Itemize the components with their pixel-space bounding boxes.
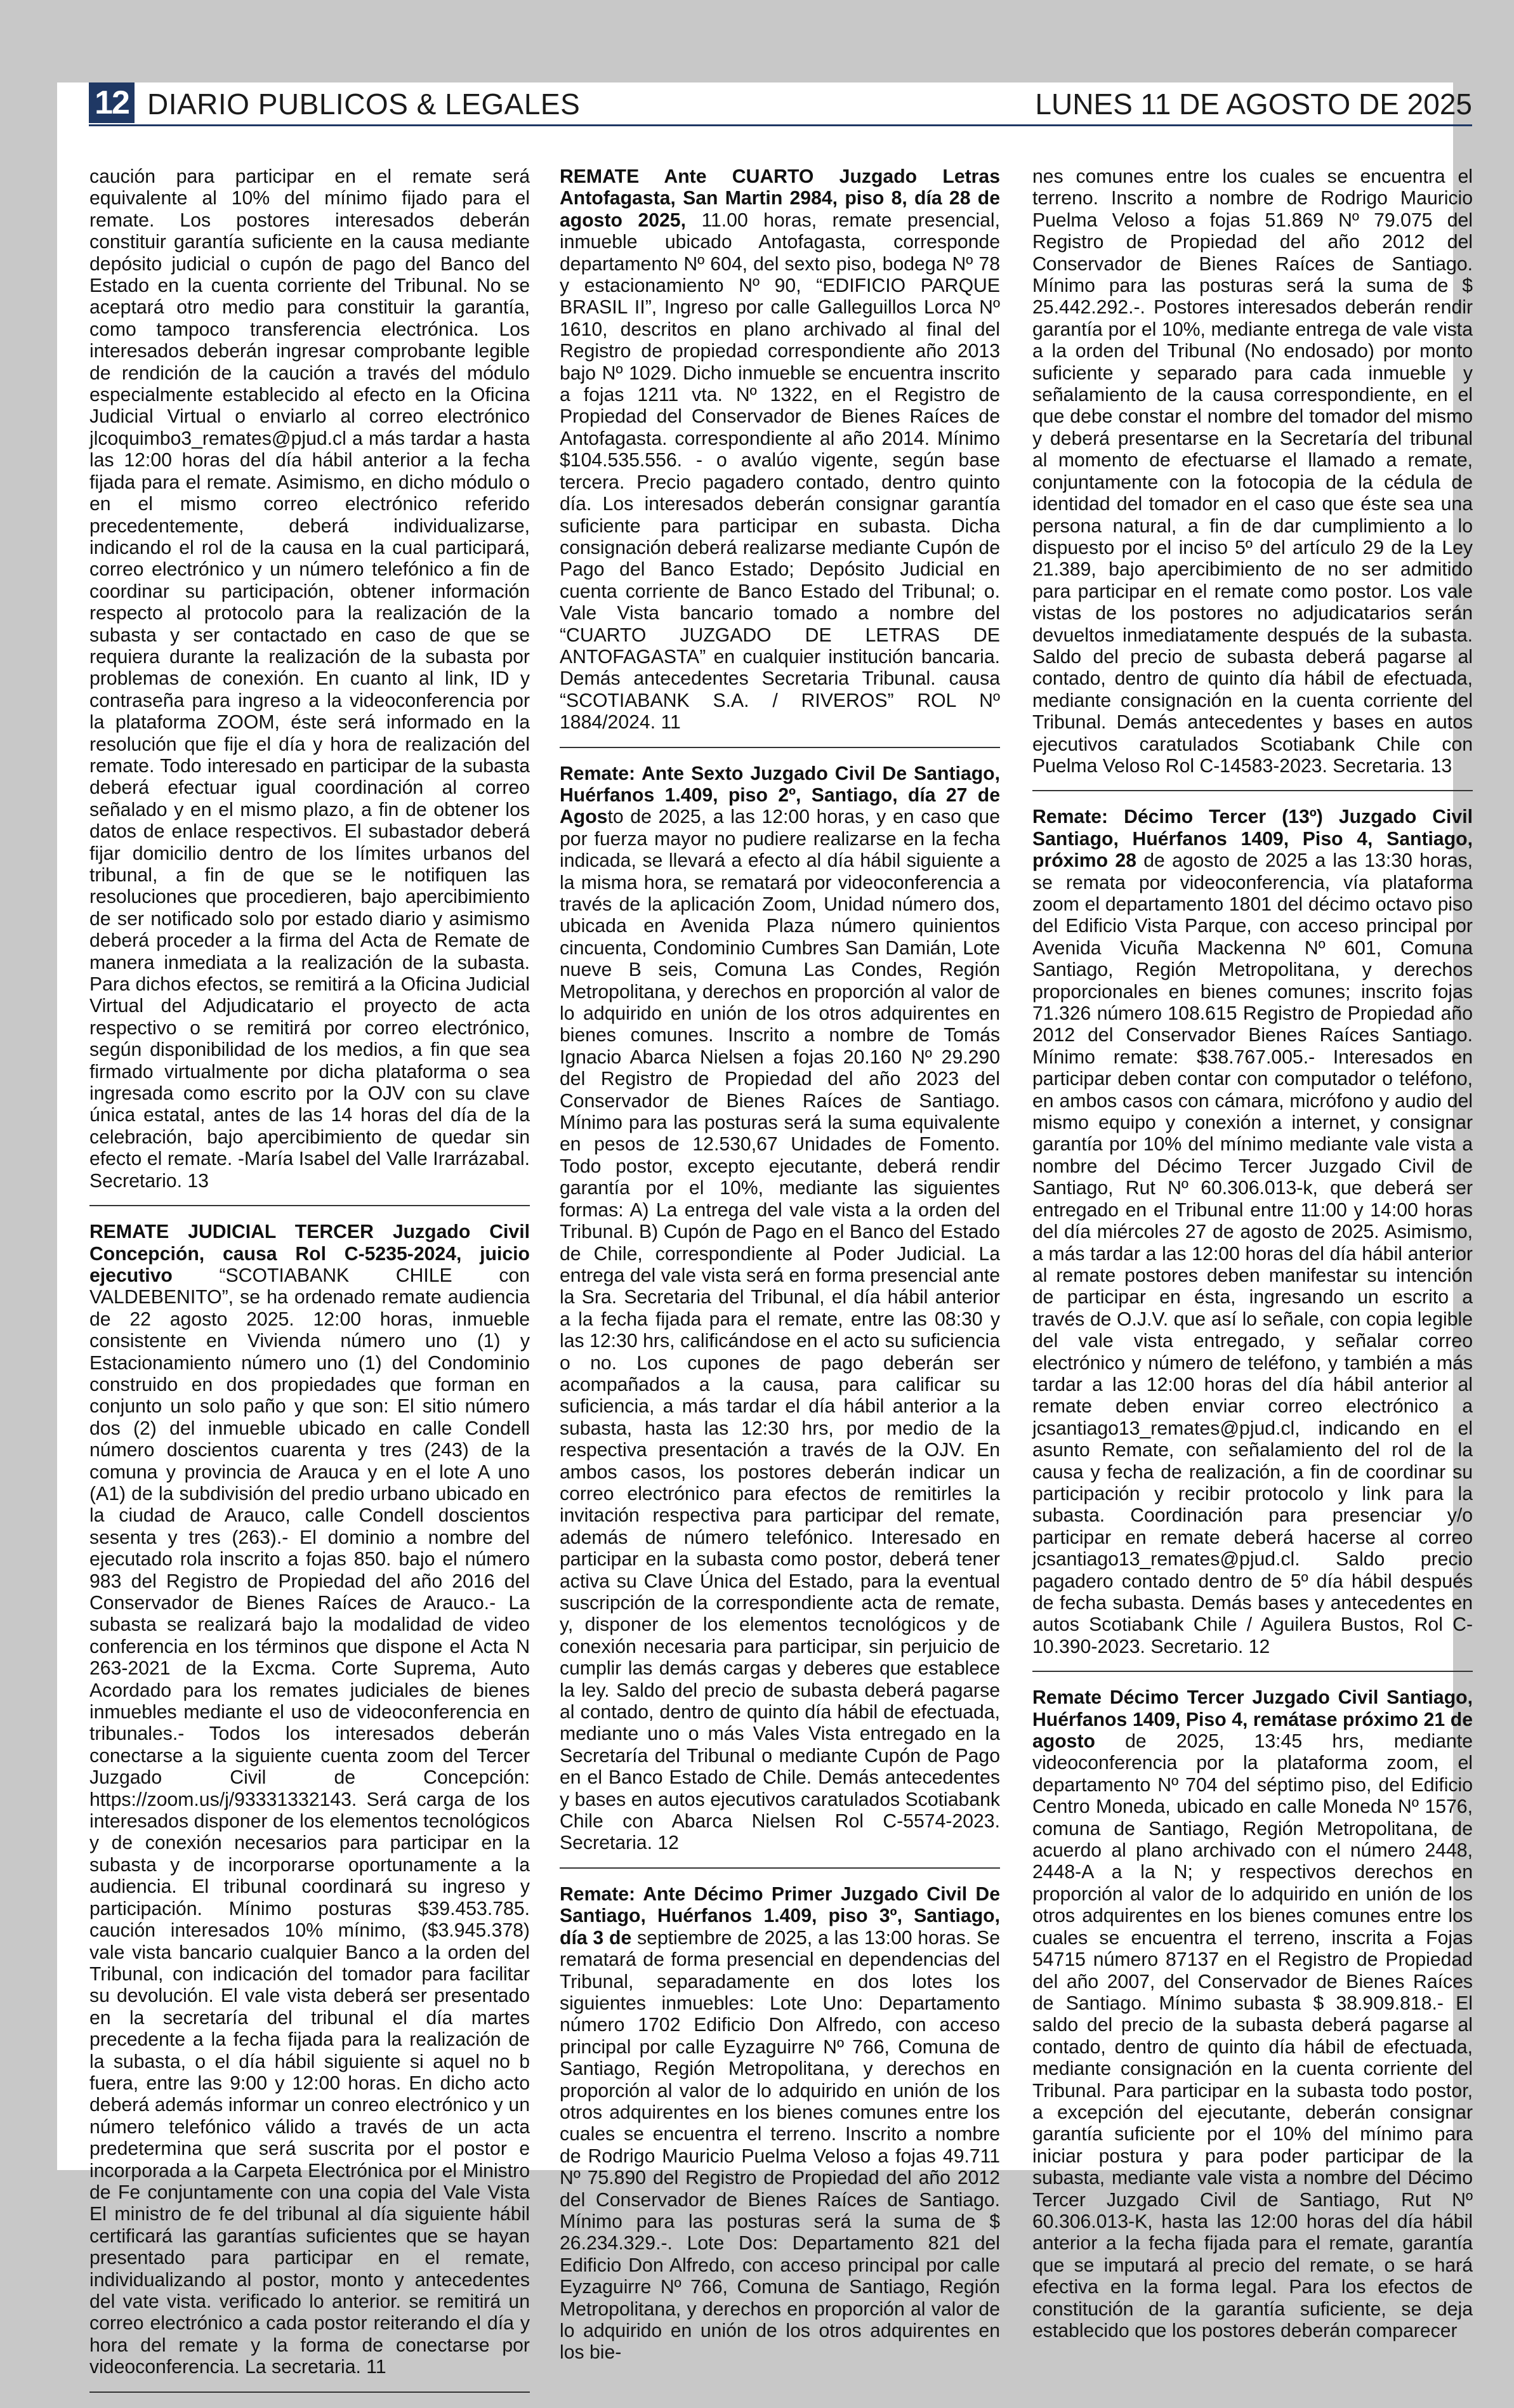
notice-lead: REMATE Ante CUARTO Juzgado Letras Antofagasta, San Martin 2984, piso 8, día 28 de agosto 2025, (560, 166, 1000, 231)
notice-lead: Remate Décimo Tercer Juzgado Civil Santiago, Huérfanos 1409, Piso 4, remátase próximo 21 de agosto (1032, 1687, 1473, 1753)
notice-separator (560, 1867, 1000, 1869)
notice-separator (560, 747, 1000, 748)
notice-body: septiembre de 2025, a las 13:00 horas. Se rematará de forma presencial en dependencias del Tribunal, separadamente en dos lotes los siguientes inmuebles: Lote Uno: Departamento número 1702 Edificio Don Alfredo, con acceso principal por calle Eyzaguirre Nº 766, Comuna de Santiago, Región Metropolitana, y derechos en proporción al valor de lo adquirido en unión de los otros adquirentes en los bienes comunes entre los cuales se encuentra el terreno. Inscrito a nombre de Rodrigo Mauricio Puelma Veloso a fojas 49.711 Nº 75.890 del Registro de Propiedad del año 2012 del Conservador de Bienes Raíces de Santiago. Mínimo para las posturas será la suma de $ 26.234.329.-. Lote Dos: Departamento 821 del Edificio Don Alfredo, con acceso principal por calle Eyzaguirre Nº 766, Comuna de Santiago, Región Metropolitana, y derechos en proporción al valor de lo adquirido en unión de los otros adquirentes en los bie- (560, 1927, 1000, 2364)
notice-body: caución para participar en el remate será equivalente al 10% del mínimo fijado para el remate. Los postores interesados deberán constituir garantía suficiente en la causa mediante depósito judicial o cupón de pago del Banco del Estado en la cuenta corriente del Tribunal. No se aceptará otro medio para constituir la garantía, como tampoco transferencia electrónica. Los interesados deberán ingresar comprobante legible de rendición de la caución a través del módulo especialmente establecido al efecto en la Oficina Judicial Virtual o enviarlo al correo electrónico jlcoquimbo3_remates@pjud.cl a más tardar a hasta las 12:00 horas del día hábil anterior a la fecha fijada para el remate. Asimismo, en dicho módulo o en el mismo correo electrónico referido precedentemente, deberá individualizarse, indicando el rol de la causa en la cual participará, correo electrónico y un número telefónico a fin de coordinar su participación, obtener información respecto al protocolo para la realización de la subasta y ser contactado en caso de que se requiera durante la realización de la subasta por problemas de conexión. En cuanto al link, ID y contraseña para ingreso a la videoconferencia por la plataforma ZOOM, éste será informado en la resolución que fije el día y hora de realización del remate. Todo interesado en participar de la subasta deberá efectuar igual coordinación al correo señalado y en el mismo plazo, a fin de obtener los datos de enlace respectivos. El subastador deberá fijar domicilio dentro de los límites urbanos del tribunal, a fin de que se le notifiquen las resoluciones que procedieren, bajo apercibimiento de ser notificado solo por estado diario y asimismo deberá proceder a la firma del Acta de Remate de manera inmediata a la realización de la subasta. Para dichos efectos, se remitirá a la Oficina Judicial Virtual del Adjudicatario el proyecto de acta respectivo o se remitirá por correo electrónico, según disponibilidad de los medios, a fin que sea firmado virtualmente por dicha plataforma o sea ingresada como escrito por la OJV con su clave única estatal, antes de las 14 horas del día de la celebración, bajo apercibimiento de quedar sin efecto el remate. -María Isabel del Valle Irarrázabal. Secretario. 13 (89, 166, 530, 1192)
publication-date: LUNES 11 DE AGOSTO DE 2025 (1035, 88, 1472, 121)
notice (89, 1221, 530, 2379)
notice-body: de 2025, 13:45 hrs, mediante videoconferencia por la plataforma zoom, el departamento Nº 704 del séptimo piso, del Edificio Centro Moneda, ubicado en calle Moneda Nº 1576, comuna de Santiago, Región Metropolitana, de acuerdo al plano archivado con el número 2448, 2448-A a la N; y respectivos derechos en proporción al valor de lo adquirido en unión de los otros adquirentes en los bienes comunes entre los cuales se encuentra el terreno, inscrita a Fojas 54715 número 87137 en el Registro de Propiedad del año 2007, del Conservador de Bienes Raíces de Santiago. Mínimo subasta $ 38.909.818.- El saldo del precio de la subasta deberá pagarse al contado, dentro de quinto día hábil de efectuada, mediante consignación en la cuenta corriente del Tribunal. Para participar en la subasta todo postor, a excepción del ejecutante, deberán consignar garantía suficiente por el 10% del mínimo para iniciar postura y para poder participar de la subasta, mediante vale vista a nombre del Décimo Tercer Juzgado Civil de Santiago, Rut Nº 60.306.013-K, hasta las 12:00 horas del día hábil anterior a la fecha fijada para el remate, garantía que se imputará al precio del remate, o se hará efectiva en la forma legal. Para los efectos de constitución de la garantía suficiente, se deja establecido que los postores deberán comparecer (1032, 1731, 1473, 2341)
notice (89, 166, 530, 1192)
notice-lead: REMATE JUDICIAL TERCER Juzgado Civil Concepción, causa Rol C-5235-2024, juicio ejecutivo (89, 1221, 530, 1286)
notice-lead: Remate: Décimo Tercer (13º) Juzgado Civil Santiago, Huérfanos 1409, Piso 4, Santiago, próximo 28 (1032, 806, 1473, 872)
notice-body: “SCOTIABANK CHILE con VALDEBENITO”, se ha ordenado remate audiencia de 22 agosto 2025. 12:00 horas, inmueble consistente en Vivienda número uno (1) y Estacionamiento número uno (1) del Condominio construido en dos propiedades que forman en conjunto un solo paño y que son: El sitio número dos (2) del inmueble ubicado en calle Condell número doscientos cuarenta y tres (243) de la comuna y provincia de Arauca y en el lote A uno (A1) de la subdivisión del predio urbano ubicado en la ciudad de Arauco, calle Condell doscientos sesenta y tres (263).- El dominio a nombre del ejecutado rola inscrito a fojas 850. bajo el número 983 del Registro de Propiedad del año 2016 del Conservador de Bienes Raíces de Arauco.- La subasta se realizará bajo la modalidad de video conferencia en los términos que dispone el Acta N 263-2021 de la Excma. Corte Suprema, Auto Acordado para los remates judiciales de bienes inmuebles mediante el uso de videoconferencia en tribunales.- Todos los interesados deberán conectarse a la siguiente cuenta zoom del Tercer Juzgado Civil de Concepción: https://zoom.us/j/93331332143. Será carga de los interesados disponer de los elementos tecnológicos y de conexión necesarios para participar en la subasta y de incorporarse oportunamente a la audiencia. El tribunal coordinará su ingreso y participación. Mínimo posturas $39.453.785. caución interesados 10% mínimo, ($3.945.378) vale vista bancario cualquier Banco a la orden del Tribunal, con indicación del tomador para facilitar su devolución. El vale vista deberá ser presentado en la secretaría del tribunal el día martes precedente a la fecha fijada para la realización de la subasta, o el día hábil siguiente si aquel no b fuera, entre las 9:00 y 12:00 horas. En dicho acto deberá además informar un conreo electrónico y un número telefónico válido a través de un acta predetermina que será suscrita por el postor e incorporada a la Carpeta Electrónica por el Ministro de Fe conjuntamente con una copia del Vale Vista El ministro de fe del tribunal al día siguiente hábil certificará las garantías suficientes que se hayan presentado para participar en el remate, individualizando al postor, monto y antecedentes del vate vista. verificado lo anterior. se remitirá un correo electrónico a cada postor reiterando el día y hora del remate y la forma de conectarse por videoconferencia. La secretaria. 11 (89, 1265, 530, 2378)
column-1 (89, 166, 530, 2408)
column-3 (1032, 166, 1473, 2342)
notice-body: 11.00 horas, remate presencial, inmueble ubicado Antofagasta, corresponde departamento Nº 604, del sexto piso, bodega Nº 78 y estacionamiento Nº 90, “EDIFICIO PARQUE BRASIL II”, Ingreso por calle Galleguillos Lorca Nº 1610, descritos en plano archivado al final del Registro de propiedad correspondiente año 2013 bajo Nº 1029. Dicho inmueble se encuentra inscrito a fojas 1211 vta. Nº 1322, en el Registro de Propiedad del Conservador de Bienes Raíces de Antofagasta. correspondiente al año 2014. Mínimo $104.535.556. - o avalúo vigente, según base tercera. Precio pagadero contado, dentro quinto día. Los interesados deberán consignar garantía suficiente para participar en subasta. Dicha consignación deberá realizarse mediante Cupón de Pago del Banco Estado; Depósito Judicial en cuenta corriente de Banco Estado del Tribunal; o. Vale Vista bancario tomado a nombre del “CUARTO JUZGADO DE LETRAS DE ANTOFAGASTA” en cualquier institución bancaria. Demás antecedentes Secretaria Tribunal. causa “SCOTIABANK S.A. / RIVEROS” ROL Nº 1884/2024. 11 (560, 209, 1000, 734)
publication-name: DIARIO PUBLICOS & LEGALES (147, 88, 581, 121)
notice-body: nes comunes entre los cuales se encuentra el terreno. Inscrito a nombre de Rodrigo Mauricio Puelma Veloso a fojas 51.869 Nº 79.075 del Registro de Propiedad del año 2012 del Conservador de Bienes Raíces de Santiago. Mínimo para las posturas será la suma de $ 25.442.292.-. Postores interesados deberán rendir garantía por el 10%, mediante entrega de vale vista a la orden del Tribunal (No endosado) por monto suficiente y separado para cada inmueble y señalamiento de la causa correspondiente, en el que debe constar el nombre del tomador del mismo y deberá presentarse en la Secretaría del tribunal al momento de efectuarse el llamado a remate, conjuntamente con la fotocopia de la cédula de identidad del tomador en el caso que éste sea una persona natural, a fin de dar cumplimiento a lo dispuesto por el inciso 5º del artículo 29 de la Ley 21.389, bajo apercibimiento de no ser admitido para participar en el remate como postor. Los vale vistas de los postores no adjudicatarios serán devueltos inmediatamente después de la subasta. Saldo del precio de subasta deberá pagarse al contado, dentro de quinto día hábil de efectuada, mediante consignación en la cuenta corriente del Tribunal. Demás antecedentes y bases en autos ejecutivos caratulados Scotiabank Chile con Puelma Veloso Rol C-14583-2023. Secretaria. 13 (1032, 166, 1473, 777)
notice-separator (89, 2392, 530, 2393)
notice-lead: Remate: Ante Sexto Juzgado Civil De Santiago, Huérfanos 1.409, piso 2º, Santiago, día 27 de Agos (560, 763, 1000, 828)
notice (1032, 1687, 1473, 2342)
notice-separator (1032, 1671, 1473, 1672)
page-header (89, 82, 1472, 121)
notice (560, 763, 1000, 1855)
notice (560, 166, 1000, 734)
header-rule (89, 124, 1472, 126)
notice-separator (1032, 790, 1473, 791)
notice (1032, 166, 1473, 777)
notice (560, 1884, 1000, 2364)
notice-body: de agosto de 2025 a las 13:30 horas, se remata por videoconferencia, vía plataforma zoom el departamento 1801 del décimo octavo piso del Edificio Vista Parque, con acceso principal por Avenida Vicuña Mackenna Nº 601, Comuna Santiago, Región Metropolitana, y derechos proporcionales en bienes comunes; inscrito fojas 71.326 número 108.615 Registro de Propiedad año 2012 del Conservador Bienes Raíces Santiago. Mínimo remate: $38.767.005.- Interesados en participar deben contar con computador o teléfono, en ambos casos con cámara, micrófono y audio del mismo equipo y conexión a internet, y consignar garantía por 10% del mínimo mediante vale vista a nombre del Décimo Tercer Juzgado Civil de Santiago, Rut Nº 60.306.013-k, que deberá ser entregado en el Tribunal entre 11:00 y 14:00 horas del día miércoles 27 de agosto de 2025. Asimismo, a más tardar a las 12:00 horas del día hábil anterior al remate postores deben manifestar su intención de participar en ésta, ingresando un escrito a través de O.J.V. que así lo señale, con copia legible del vale vista entregado, y señalar correo electrónico y número de teléfono, y también a más tardar a las 12:00 horas del día hábil anterior al remate deben enviar correo electrónico a jcsantiago13_remates@pjud.cl, indicando en el asunto Remate, con señalamiento del rol de la causa y fecha de realización, a fin de coordinar su participación y recibir protocolo y link para la subasta. Coordinación para presenciar y/o participar en remate deberá hacerse al correo jcsantiago13_remates@pjud.cl. Saldo precio pagadero contado dentro de 5º día hábil después de fecha subasta. Demás bases y antecedentes en autos Scotiabank Chile / Aguilera Bustos, Rol C-10.390-2023. Secretario. 12 (1032, 850, 1473, 1657)
notice-body: to de 2025, a las 12:00 horas, y en caso que por fuerza mayor no pudiere realizarse en la fecha indicada, se llevará a efecto al día hábil siguiente a la misma hora, se rematará por videoconferencia a través de la aplicación Zoom, Unidad número dos, ubicada en Avenida Plaza número quinientos cincuenta, Condominio Cumbres San Damián, Lote nueve B seis, Comuna Las Condes, Región Metropolitana, y derechos en proporción al valor de lo adquirido en unión de los otros adquirentes en bienes comunes. Inscrito a nombre de Tomás Ignacio Abarca Nielsen a fojas 20.160 Nº 29.290 del Registro de Propiedad del año 2023 del Conservador de Bienes Raíces de Santiago. Mínimo para las posturas será la suma equivalente en pesos de 12.530,67 Unidades de Fomento. Todo postor, excepto ejecutante, deberá rendir garantía por el 10%, mediante las siguientes formas: A) La entrega del vale vista a la orden del Tribunal. B) Cupón de Pago en el Banco del Estado de Chile, correspondiente al Poder Judicial. La entrega del vale vista será en forma presencial ante la Sra. Secretaria del Tribunal, el día hábil anterior a la fecha fijada para el remate, entre las 08:30 y las 12:30 hrs, calificándose en el acto su suficiencia o no. Los cupones de pago deberán ser acompañados a la causa, para calificar su suficiencia, a más tardar el día hábil anterior a la subasta, hasta las 12:30 hrs, por medio de la respectiva presentación a través de la OJV. En ambos casos, los postores deberán indicar un correo electrónico para efectos de remitirles la invitación respectiva para participar del remate, además de número telefónico. Interesado en participar en la subasta como postor, deberá tener activa su Clave Única del Estado, para la eventual suscripción de la correspondiente acta de remate, y, disponer de los elementos tecnológicos y de conexión necesaria para participar, sin perjuicio de cumplir las demás cargas y deberes que establece la ley. Saldo del precio de subasta deberá pagarse al contado, dentro de quinto día hábil de efectuada, mediante uno o más Vales Vista entregado en la Secretaría del Tribunal o mediante Cupón de Pago en el Banco Estado de Chile. Demás antecedentes y bases en autos ejecutivos caratulados Scotiabank Chile con Abarca Nielsen Rol C-5574-2023. Secretaria. 12 (560, 806, 1000, 1854)
notice-separator (89, 1205, 530, 1206)
notice (1032, 806, 1473, 1658)
notice-lead: Remate: Ante Décimo Primer Juzgado Civil De Santiago, Huérfanos 1.409, piso 3º, Santiago, día 3 de (560, 1883, 1000, 1949)
page-number: 12 (89, 82, 135, 123)
column-2 (560, 166, 1000, 2364)
